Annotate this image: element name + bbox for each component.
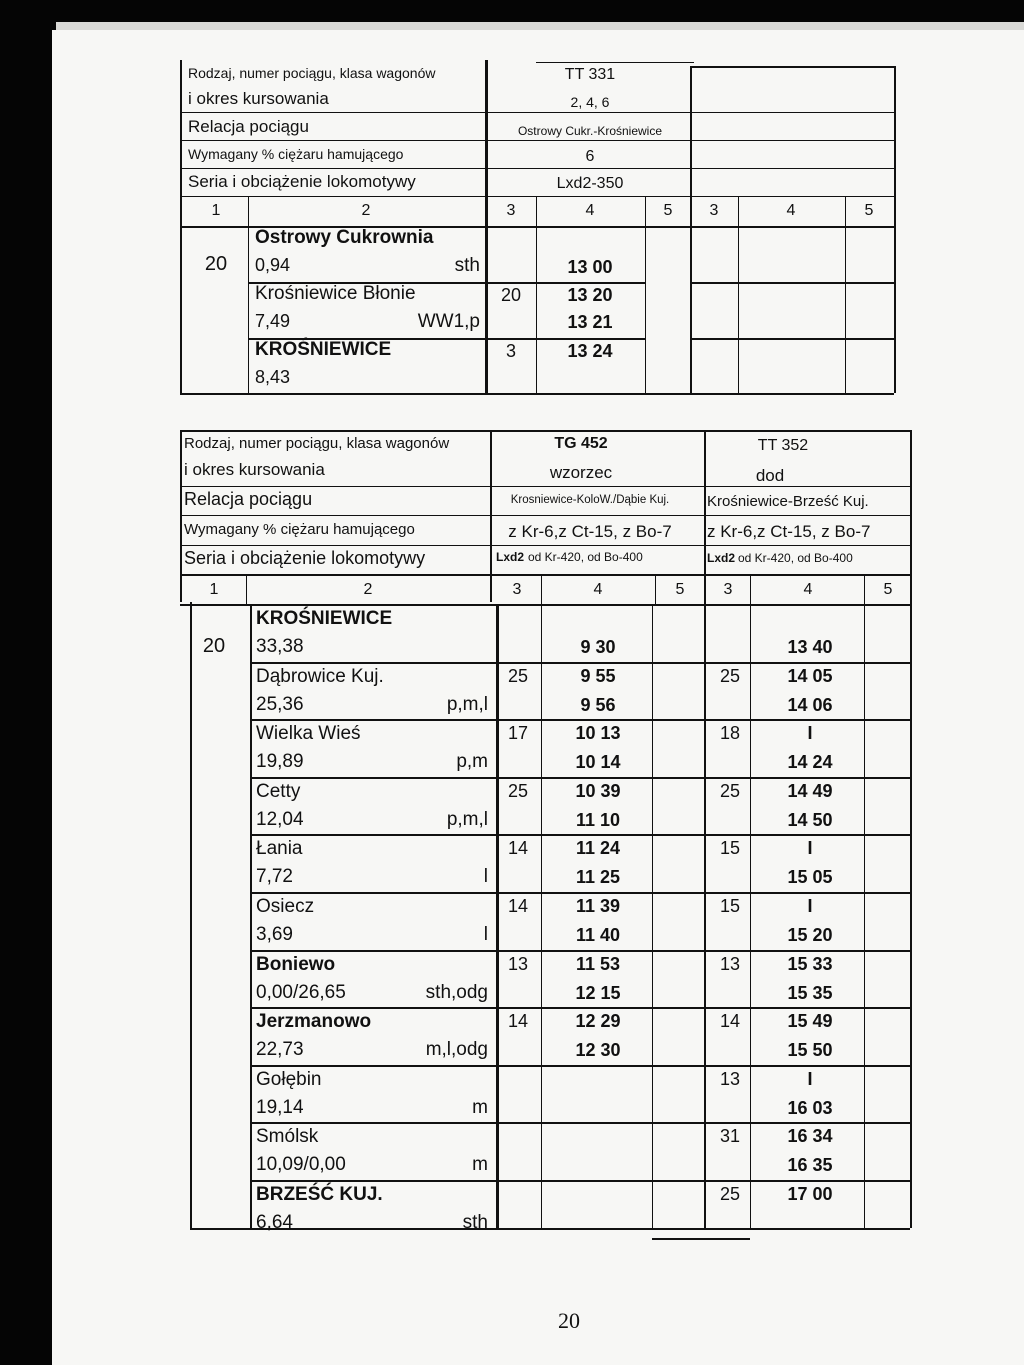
t2-station-name: Jerzmanowo <box>256 1011 372 1033</box>
t1-station-name: Krośniewice Błonie <box>255 283 416 304</box>
t2-station-rule <box>250 777 496 779</box>
page-number: 20 <box>558 1308 580 1333</box>
t2-row-rule-b <box>652 719 750 721</box>
t2-train-b-departure: 15 05 <box>787 867 833 888</box>
t2-colnum: 1 <box>209 581 219 598</box>
t1-station-km: 7,49 <box>255 311 291 331</box>
t2-train-a-departure: 10 14 <box>575 752 621 773</box>
t2-train-a-stop: 25 <box>507 665 529 686</box>
t2-train-a-relation: Krosniewice-KoloW./Dąbie Kuj. <box>510 494 670 506</box>
t1-brake-label: Wymagany % ciężaru hamującego <box>188 146 404 162</box>
t1-relation-label: Relacja pociągu <box>188 117 309 136</box>
t2-train-b-stop: 13 <box>719 1068 741 1089</box>
t2-station-name: Gołębin <box>256 1068 322 1090</box>
t2-colnum: 4 <box>803 581 813 598</box>
t2-colnum-line <box>864 574 865 604</box>
t1-right-border <box>894 66 896 393</box>
t1-station-km: 0,94 <box>255 255 291 275</box>
t2-header-rule <box>180 545 910 546</box>
t2-row-rule-b <box>652 777 750 779</box>
t2-station-km: 22,73 <box>256 1039 304 1061</box>
t1-train-relation: Ostrowy Cukr.-Krośniewice <box>517 124 663 138</box>
t2-train-a-departure: 11 40 <box>575 925 621 945</box>
t1-train-loco: Lxd2-350 <box>556 175 624 192</box>
t2-train-b-stop: 25 <box>719 665 741 686</box>
t2-station-note: sth,odg <box>425 981 488 1003</box>
t2-station-km: 19,14 <box>256 1096 304 1118</box>
t2-train-b-arrival: I <box>807 723 813 744</box>
t2-station-name: Wielka Wieś <box>256 723 361 745</box>
t2-train-a-arrival: 12 29 <box>575 1011 621 1032</box>
t2-colnum-bottom <box>180 604 910 606</box>
t2-train-a-number: TG 452 <box>554 435 608 452</box>
t2-station-note: m <box>472 1096 488 1118</box>
t2-top-border <box>180 430 910 432</box>
t2-station-name: Dąbrowice Kuj. <box>256 665 384 687</box>
t2-train-b-stop: 15 <box>719 838 741 859</box>
t2-train-a-stop: 14 <box>507 838 529 859</box>
t2-train-a-arrival: 11 39 <box>575 896 621 916</box>
t2-station-km: 12,04 <box>256 808 304 830</box>
t2-row-rule-b <box>652 950 750 952</box>
t2-sep-line <box>490 430 492 602</box>
t2-station-name: BRZEŚĆ KUJ. <box>256 1184 383 1205</box>
t1-col-line <box>738 196 739 393</box>
t2-station-rule <box>250 892 496 894</box>
t2-train-a-departure: 12 15 <box>575 982 621 1003</box>
t2-station-note: l <box>483 866 488 888</box>
t1-stop-time: 20 <box>500 285 522 305</box>
t2-train-a-stop: 14 <box>507 896 529 916</box>
t2-train-a-arrival: 11 24 <box>575 838 621 859</box>
t1-colnum: 4 <box>585 202 595 219</box>
t2-train-b-arrival: 16 34 <box>787 1126 833 1147</box>
t2-train-b-departure: 16 03 <box>787 1097 833 1118</box>
t2-station-km: 33,38 <box>256 636 304 657</box>
t2-time-col-a <box>541 604 542 1228</box>
t1-header-rule <box>180 196 894 197</box>
t1-loco-label: Seria i obciążenie lokomotywy <box>188 172 416 191</box>
t2-period-label: i okres kursowania <box>184 460 325 479</box>
t2-colnum: 5 <box>883 581 893 598</box>
t2-speed: 20 <box>202 635 226 657</box>
t1-colnum: 1 <box>211 202 221 219</box>
t2-train-b-period: dod <box>755 466 785 485</box>
t2-train-a-stop: 25 <box>507 780 529 801</box>
t2-train-b-departure: 16 35 <box>787 1155 833 1176</box>
t2-train-b-departure: 14 24 <box>787 752 833 773</box>
t2-train-b-brake: z Kr-6,z Ct-15, z Bo-7 <box>707 522 871 541</box>
t2-train-b-departure: 15 50 <box>787 1040 833 1061</box>
t2-train-a-departure: 11 10 <box>575 809 621 830</box>
t2-station-note: m,l,odg <box>425 1039 488 1061</box>
t2-train-b-stop: 25 <box>719 780 741 801</box>
t1-colnum: 2 <box>361 202 371 219</box>
t2-train-b-loco-load: od Kr-420, od Bo-400 <box>738 551 853 565</box>
t1-colnum: 3 <box>709 202 719 219</box>
t2-row-rule-b <box>652 834 750 836</box>
t1-station-note: WW1,p <box>417 311 480 332</box>
t2-train-b-arrival: 15 33 <box>787 953 833 974</box>
t1-departure: 13 00 <box>567 257 613 277</box>
t2-train-b-arrival: I <box>807 1068 813 1089</box>
t2-colnum-line <box>246 574 247 604</box>
t2-station-rule <box>250 1007 496 1009</box>
t2-train-a-departure: 9 30 <box>580 637 616 657</box>
t2-train-b-arrival: 15 49 <box>787 1011 833 1032</box>
t2-row-rule-b <box>652 662 750 664</box>
t1-top-right-line <box>690 66 894 68</box>
t2-train-b-stop: 31 <box>719 1126 741 1147</box>
t2-train-b-stop: 15 <box>719 896 741 916</box>
t2-station-rule <box>250 1065 496 1067</box>
t2-left-border <box>180 430 182 602</box>
t2-station-note: sth <box>462 1212 488 1233</box>
t2-station-km: 25,36 <box>256 693 304 715</box>
t1-departure: 13 21 <box>567 312 613 332</box>
t1-col-line <box>645 196 646 393</box>
t2-row-rule-b <box>652 1007 750 1009</box>
t2-bottom-border <box>190 1228 910 1230</box>
t2-brake-label: Wymagany % ciężaru hamującego <box>184 521 415 538</box>
t2-train-a-arrival: 9 55 <box>580 665 616 686</box>
t2-station-rule <box>250 1180 496 1182</box>
t2-relation-label: Relacja pociągu <box>184 489 313 509</box>
t2-train-b-relation: Krośniewice-Brześć Kuj. <box>707 493 869 510</box>
t1-train-brake: 6 <box>585 148 595 165</box>
t2-train-b-arrival: I <box>807 896 813 916</box>
t2-extra-col-b <box>864 604 865 1228</box>
t2-train-a-loco-load: od Kr-420, od Bo-400 <box>528 550 643 564</box>
t2-colnum: 3 <box>723 581 733 598</box>
t2-station-name: KROŚNIEWICE <box>256 608 393 629</box>
t2-colnum-line <box>541 574 542 604</box>
t2-train-a-arrival: 10 13 <box>575 723 621 744</box>
t2-colnum: 5 <box>675 581 685 598</box>
t2-colnum: 3 <box>512 581 522 598</box>
t2-train-b-departure: 14 50 <box>787 809 833 830</box>
t2-station-note: p,m,l <box>446 693 488 715</box>
t2-train-a-departure: 9 56 <box>580 694 616 715</box>
t2-train-a-loco-series: Lxd2 <box>496 550 525 564</box>
t2-colnum: 2 <box>363 581 373 598</box>
t2-station-name: Łania <box>256 838 303 860</box>
t1-right-rule <box>690 282 894 284</box>
t2-station-km: 3,69 <box>256 924 293 945</box>
t1-period-label: i okres kursowania <box>188 89 329 108</box>
t2-train-a-brake: z Kr-6,z Ct-15, z Bo-7 <box>508 522 672 541</box>
t2-station-km: 19,89 <box>256 751 304 773</box>
t2-train-b-departure: 15 20 <box>787 925 833 945</box>
t1-time-rule <box>485 338 645 340</box>
t2-station-rule <box>250 1122 496 1124</box>
t2-train-sep <box>704 430 706 1228</box>
t2-train-a-stop: 13 <box>507 953 529 974</box>
t2-row-rule-b <box>652 1122 750 1124</box>
t2-train-a-period: wzorzec <box>549 463 613 482</box>
t2-station-note: p,m <box>456 751 488 773</box>
t1-station-km: 8,43 <box>255 367 291 387</box>
t2-colnum-top <box>180 574 910 576</box>
t1-train-period: 2, 4, 6 <box>570 94 610 110</box>
t1-station-name: KROŚNIEWICE <box>255 339 392 360</box>
t1-col-line <box>845 196 846 393</box>
t2-row-rule-b <box>652 1180 750 1182</box>
t2-station-name: Boniewo <box>256 953 336 975</box>
t2-station-rule <box>250 719 496 721</box>
t2-station-rule <box>250 834 496 836</box>
t1-col-line <box>536 196 537 393</box>
t1-train-number: TT 331 <box>564 66 616 83</box>
t1-kind-label: Rodzaj, numer pociągu, klasa wagonów <box>188 65 436 81</box>
t2-train-a-arrival: 11 53 <box>575 953 621 974</box>
t2-colnum-line <box>750 574 751 604</box>
t1-speed: 20 <box>204 253 228 275</box>
t2-train-a-stop: 14 <box>507 1011 529 1032</box>
t2-train-b-number: TT 352 <box>757 437 809 454</box>
t2-station-km: 0,00/26,65 <box>256 981 346 1003</box>
t2-station-note: l <box>483 924 488 945</box>
t2-train-a-departure: 12 30 <box>575 1040 621 1061</box>
t1-top-line <box>536 62 694 63</box>
t2-train-b-stop: 14 <box>719 1011 741 1032</box>
t2-train-b-arrival: I <box>807 838 813 859</box>
t1-colnum: 5 <box>864 202 874 219</box>
t1-right-rule <box>690 338 894 340</box>
t1-col-line <box>690 66 692 393</box>
t1-colnum: 5 <box>663 202 673 219</box>
t2-station-note: p,m,l <box>446 808 488 830</box>
t1-arrival: 13 24 <box>567 341 613 361</box>
t2-station-rule <box>250 950 496 952</box>
t2-train-b-departure: 13 40 <box>787 637 833 657</box>
t1-arrival: 13 20 <box>567 285 613 305</box>
t2-row-rule-b <box>652 1238 750 1240</box>
t2-time-col-b <box>750 604 751 1228</box>
t1-header-rule <box>180 112 894 113</box>
t2-train-b-loco-series: Lxd2 <box>707 551 736 565</box>
t2-right-border <box>910 430 912 1228</box>
t2-stop-col-a <box>496 604 499 1228</box>
t2-left-border <box>190 602 192 1228</box>
t2-train-b-stop: 13 <box>719 953 741 974</box>
t2-colnum: 4 <box>593 581 603 598</box>
t2-train-b-departure: 14 06 <box>787 694 833 715</box>
t2-train-b-stop: 18 <box>719 723 741 744</box>
t2-extra-col-a <box>652 604 653 1228</box>
t2-station-col <box>250 604 252 1228</box>
t2-colnum-line <box>655 574 656 604</box>
t2-train-b-arrival: 14 49 <box>787 780 833 801</box>
t1-header-rule <box>180 140 894 141</box>
t1-colnum: 4 <box>786 202 796 219</box>
t1-station-name: Ostrowy Cukrownia <box>255 227 434 248</box>
t2-train-a-stop: 17 <box>507 723 529 744</box>
t2-train-a-arrival: 10 39 <box>575 780 621 801</box>
t2-header-rule <box>180 486 910 487</box>
t1-time-rule <box>485 282 645 284</box>
t2-station-name: Cetty <box>256 780 301 802</box>
t2-station-km: 6,64 <box>256 1212 293 1233</box>
t2-loco-label: Seria i obciążenie lokomotywy <box>184 548 426 568</box>
t1-header-rule <box>180 168 894 169</box>
t2-train-b-arrival: 17 00 <box>787 1184 833 1204</box>
t1-bottom-border <box>180 393 894 395</box>
t1-station-note: sth <box>454 255 480 276</box>
t2-train-b-stop: 25 <box>719 1184 741 1204</box>
t2-station-name: Smólsk <box>256 1126 319 1148</box>
t1-col-line <box>248 196 249 393</box>
t2-station-name: Osiecz <box>256 896 315 917</box>
t2-train-b-arrival: 14 05 <box>787 665 833 686</box>
t2-station-rule <box>250 662 496 664</box>
t2-kind-label: Rodzaj, numer pociągu, klasa wagonów <box>184 435 450 452</box>
t2-train-b-departure: 15 35 <box>787 982 833 1003</box>
document-page <box>52 30 1024 1365</box>
t1-stop-time: 3 <box>505 341 517 361</box>
t2-row-rule-b <box>652 892 750 894</box>
t1-colnum: 3 <box>506 202 516 219</box>
t2-station-km: 10,09/0,00 <box>256 1154 346 1176</box>
t2-header-rule <box>180 515 910 516</box>
t2-train-a-departure: 11 25 <box>575 867 621 888</box>
t2-row-rule-b <box>652 1065 750 1067</box>
t2-station-km: 7,72 <box>256 866 293 888</box>
t2-station-note: m <box>472 1154 488 1176</box>
